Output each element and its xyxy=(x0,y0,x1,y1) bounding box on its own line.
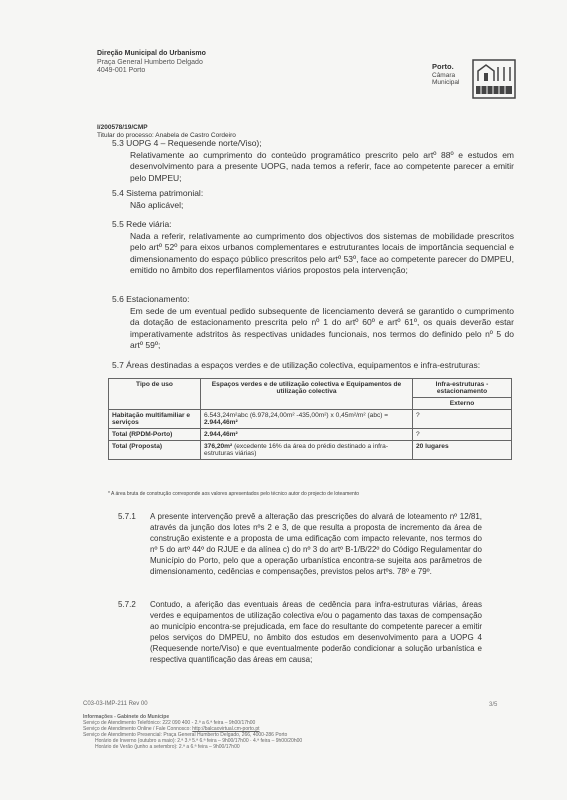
document-code: C03-03-IMP-211 Rev 00 xyxy=(83,701,148,707)
section-5-3 xyxy=(112,138,514,184)
cell-area: 2.944,46m² xyxy=(201,429,413,441)
footer-line: Horário de Verão (junho a setembro): 2.ª a 6.ª feira – 9h00/17h00 xyxy=(95,744,240,750)
address-line-1: Praça General Humberto Delgado xyxy=(97,58,203,66)
city-hall-icon xyxy=(472,59,516,99)
process-number: I/200578/19/CMP xyxy=(97,124,148,131)
table-row xyxy=(109,429,512,441)
col-header-use-type: Tipo de uso xyxy=(109,379,201,410)
paragraph-number: 5.7.2 xyxy=(118,600,136,609)
portal-link[interactable]: http://balcaovirtual.cm-porto.pt xyxy=(192,726,260,732)
cell-parking: ? xyxy=(413,410,512,429)
logo-line-2: Câmara xyxy=(432,71,456,79)
table-row xyxy=(109,410,512,429)
address-line-2: 4049-001 Porto xyxy=(97,67,146,74)
section-title: 5.6 Estacionamento: xyxy=(112,294,190,304)
areas-table xyxy=(108,378,512,460)
cell-parking: ? xyxy=(413,429,512,441)
cell-use: Habitação multifamiliar e serviços xyxy=(109,410,201,429)
col-header-green-spaces: Espaços verdes e de utilização colectiva e Equipamentos de utilização colectiva xyxy=(201,379,413,410)
logo-line-1: Porto. xyxy=(432,62,454,71)
page-number: 3/5 xyxy=(489,702,498,708)
section-body: Em sede de um eventual pedido subsequente de licenciamento deverá se garantido o cumprimento da dotação de estacionamento prescrita pelo nº 1 do artº 60º e artº 61º, os quais deverão estar imperativamente adstritos às respectivas unidades funcionais, nos termos do definido pelo nº 5 do artº 59º; xyxy=(130,305,514,350)
logo-line-3: Municipal xyxy=(432,79,460,86)
cell-area: 376,20m² (excedente 16% da área do prédio destinado a infra-estruturas viárias) xyxy=(201,441,413,460)
footer-line: Horário de Inverno (outubro a maio): 2.ª 3.ª 5.ª 6.ª feira – 9h00/17h00 · 4.ª feira – 9h00/20h00 xyxy=(95,738,303,744)
cell-parking: 20 lugares xyxy=(413,441,512,460)
section-5-4 xyxy=(112,188,514,211)
section-title: 5.5 Rede viária: xyxy=(112,219,172,229)
section-body: Não aplicável; xyxy=(130,199,184,210)
footer-title: Informações - Gabinete do Munícipe xyxy=(83,714,170,720)
header-block xyxy=(97,50,206,76)
paragraph-number: 5.7.1 xyxy=(118,512,136,521)
logo-text xyxy=(432,63,459,87)
paragraph-text: Contudo, a aferição das eventuais áreas de cedência para infra-estruturas viárias, áreas verdes e equipamentos de utilização colectiva e/ou o pagamento das taxas de compensação ao município encontra-se prejudicada, em face do resultante do competente parecer a emitir pelos serviços do DMPEU, no âmbito dos estudos em desenvolvimento para a UOPG 4 (Requesende norte/Viso) e que eventualmente poderão condicionar a solução urbanística e respectiva quantificação das áreas em causa; xyxy=(150,600,482,664)
cell-use: Total (Proposta) xyxy=(109,441,201,460)
table-footnote: * A área bruta de construção corresponde aos valores apresentados pelo técnico autor do projecto de loteamento xyxy=(108,491,359,497)
col-header-infrastructure: Infra-estruturas - estacionamento xyxy=(413,379,512,398)
cell-use: Total (RPDM-Porto) xyxy=(109,429,201,441)
table-row xyxy=(109,441,512,460)
footer-line: Serviço de Atendimento Presencial: Praça General Humberto Delgado, 266, 4000-286 Porto xyxy=(83,732,288,738)
section-body: Nada a referir, relativamente ao cumprimento dos objectivos dos sistemas de mobilidade prescritos pelo artº 52º para eixos urbanos complementares e estruturantes locais de importância sequencial e dimensionamento do espaço público prescritos pelo artº 53º, face ao competente parecer do DMPEU, emitido no âmbito dos reperfilamentos viários propostos pela intervenção; xyxy=(130,230,514,275)
section-title: 5.7 Áreas destinadas a espaços verdes e de utilização colectiva, equipamentos e infra-estruturas: xyxy=(112,360,481,370)
cell-area: 6.543,24m²abc (6.978,24,00m² -435,00m²) x 0,45m²/m² (abc) = 2.944,46m² xyxy=(201,410,413,429)
footer-line: Serviço de Atendimento Online / Fale Connosco: http://balcaovirtual.cm-porto.pt xyxy=(83,726,260,732)
process-holder: Titular do processo: Anabela de Castro Cordeiro xyxy=(97,132,236,139)
footer-line: Serviço de Atendimento Telefónico: 222 090 400 - 2.ª a 6.ª feira – 9h00/17h00 xyxy=(83,720,256,726)
department-name: Direção Municipal do Urbanismo xyxy=(97,50,206,57)
porto-logo xyxy=(422,49,522,105)
paragraph-5-7-2 xyxy=(118,599,482,679)
footer-info xyxy=(83,714,463,750)
section-body: Relativamente ao cumprimento do conteúdo programático prescrito pelo artº 88º e estudos em desenvolvimento para a presente UOPG, nada temos a referir, face ao competente parecer a emitir pelo DMPEU; xyxy=(130,149,514,183)
section-title: 5.4 Sistema patrimonial: xyxy=(112,188,204,198)
section-5-7 xyxy=(112,360,514,372)
section-5-5 xyxy=(112,219,514,277)
paragraph-5-7-1 xyxy=(118,511,482,591)
section-5-6 xyxy=(112,294,514,352)
col-subheader-external: Externo xyxy=(413,398,512,410)
paragraph-text: A presente intervenção prevê a alteração das prescrições do alvará de loteamento nº 12/81, através da junção dos lotes nºs 2 e 3, de que resulta a proposta de incremento da área de construção existente e a proposta de uma edificação com impacto relevante, nos termos do nº 5 do artº 44º do RJUE e da alínea c) do nº 3 do artº B-1/B/22º do Código Regulamentar do Município do Porto, pelo que a operação urbanística encontra-se sujeita aos parâmetros de dimensionamento, cedências e compensações, previstos pelos artºs. 78º e 79º. xyxy=(150,512,482,576)
section-title: 5.3 UOPG 4 – Requesende norte/Viso); xyxy=(112,138,262,148)
